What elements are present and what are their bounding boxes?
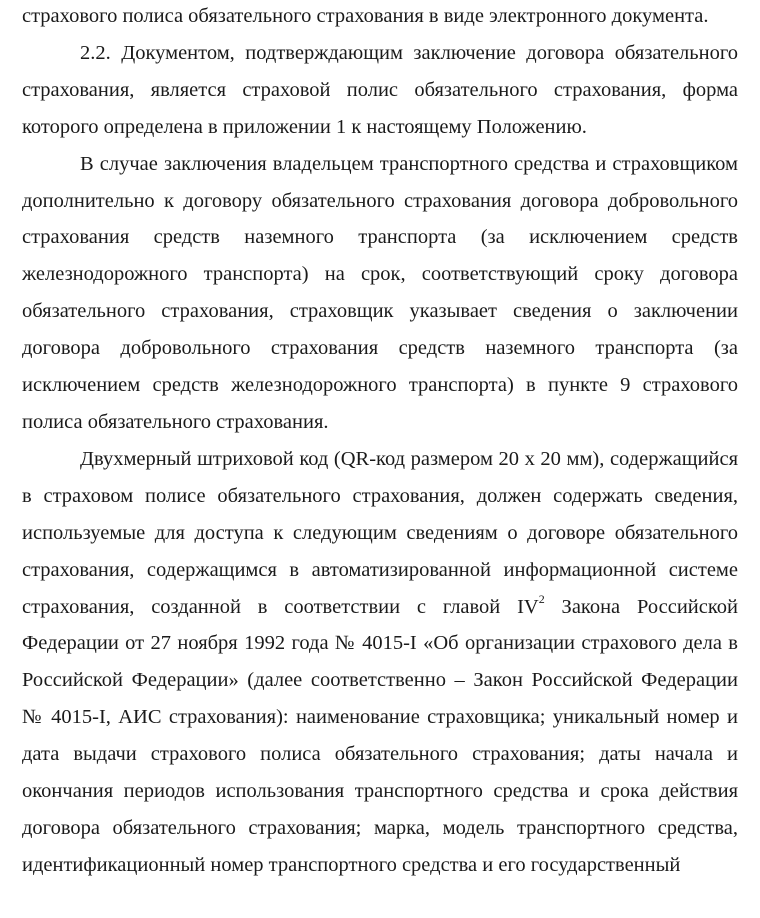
qr-text-after: Закона Российской Федерации от 27 ноября 1992 года № 4015-I «Об организации страхового дела в Российской Федерации» (далее соответственно – Закон Российской Федерации № 4015-I, АИС страхования): наименование страховщика; уникальный номер и дата выдачи страхового полиса обязательного страхования; даты начала и окончания периодов использования транспортного средства и срока действия договора обязательного страхования; марка, модель транспортного средства, идентификационный номер транспортного средства и его государственный xyxy=(22,595,738,876)
paragraph-2-2: 2.2. Документом, подтверждающим заключение договора обязательного страхования, является страховой полис обязательного страхования, форма которого определена в приложении 1 к настоящему Положению. xyxy=(22,41,738,138)
paragraph-voluntary-insurance: В случае заключения владельцем транспортного средства и страховщиком дополнительно к договору обязательного страхования договора добровольного страхования средств наземного транспорта (за исключением средств железнодорожного транспорта) на срок, соответствующий сроку договора обязательного страхования, страховщик указывает сведения о заключении договора добровольного страхования средств наземного транспорта (за исключением средств железнодорожного транспорта) в пункте 9 страхового полиса обязательного страхования. xyxy=(22,152,738,433)
paragraph-qr-code xyxy=(22,441,738,884)
paragraph-continuation: страхового полиса обязательного страхования в виде электронного документа. xyxy=(22,5,709,27)
chapter-superscript: 2 xyxy=(538,591,545,606)
document-text xyxy=(22,0,738,884)
qr-text-before: Двухмерный штриховой код (QR-код размером 20 х 20 мм), содержащийся в страховом полисе обязательного страхования, должен содержать сведения, используемые для доступа к следующим сведениям о договоре обязательного страхования, содержащимся в автоматизированной информационной системе страхования, созданной в соответствии с главой IV xyxy=(22,447,738,618)
